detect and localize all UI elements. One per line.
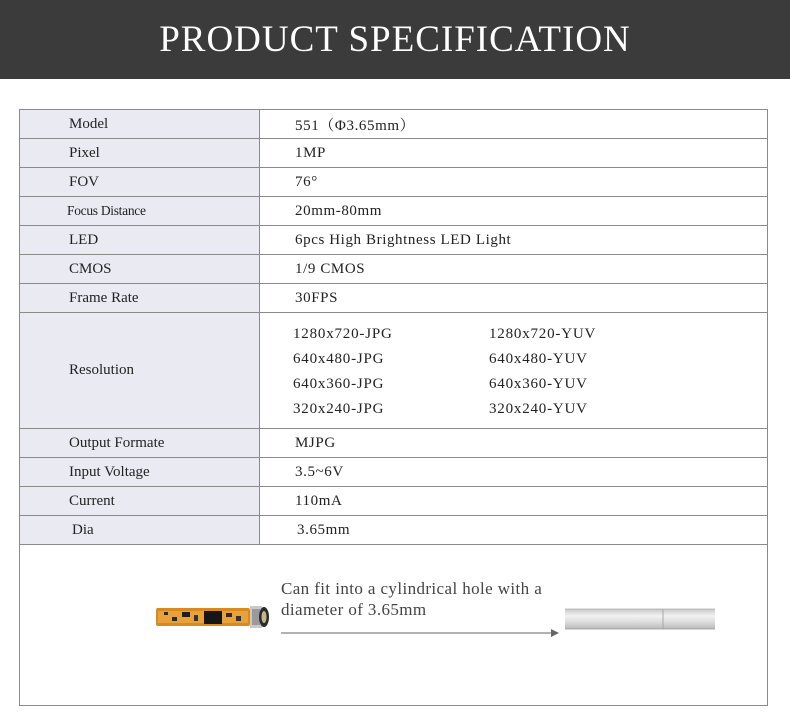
- spec-label: Model: [20, 110, 260, 139]
- spec-row-model: [20, 110, 768, 139]
- spec-value: 1/9 CMOS: [260, 255, 768, 284]
- header-banner: [0, 0, 790, 79]
- spec-label: Resolution: [20, 313, 260, 429]
- resolution-item: 640x360-JPG: [293, 375, 385, 392]
- resolution-item: 640x360-YUV: [489, 375, 588, 392]
- spec-row-output: [20, 429, 768, 458]
- resolution-item: 640x480-YUV: [489, 350, 588, 367]
- spec-label: Input Voltage: [20, 458, 260, 487]
- spec-row-voltage: [20, 458, 768, 487]
- resolution-item: 1280x720-JPG: [293, 325, 393, 342]
- fit-description-line: Can fit into a cylindrical hole with a: [281, 579, 543, 598]
- spec-label: CMOS: [20, 255, 260, 284]
- resolution-grid: [293, 324, 767, 418]
- spec-value: [260, 313, 768, 429]
- camera-module-image: [156, 603, 270, 631]
- fit-description: [281, 578, 542, 620]
- spec-label: Focus Distance: [20, 197, 260, 226]
- spec-label: LED: [20, 226, 260, 255]
- fit-description-line: diameter of 3.65mm: [281, 600, 427, 619]
- resolution-item: 640x480-JPG: [293, 350, 385, 367]
- spec-label: Frame Rate: [20, 284, 260, 313]
- spec-value: 1MP: [260, 139, 768, 168]
- resolution-item: 320x240-JPG: [293, 400, 385, 417]
- illustration-panel: [19, 545, 768, 706]
- spec-row-current: [20, 487, 768, 516]
- spec-value: 6pcs High Brightness LED Light: [260, 226, 768, 255]
- spec-label: Pixel: [20, 139, 260, 168]
- spec-row-pixel: [20, 139, 768, 168]
- spec-table: [19, 109, 768, 545]
- spec-value: 3.65mm: [260, 516, 768, 545]
- spec-value: 110mA: [260, 487, 768, 516]
- spec-value: 30FPS: [260, 284, 768, 313]
- spec-row-focus: [20, 197, 768, 226]
- spec-label: Output Formate: [20, 429, 260, 458]
- spec-value: 20mm-80mm: [260, 197, 768, 226]
- spec-value: 3.5~6V: [260, 458, 768, 487]
- spec-row-fov: [20, 168, 768, 197]
- spec-row-dia: [20, 516, 768, 545]
- spec-row-frame-rate: [20, 284, 768, 313]
- resolution-item: 1280x720-YUV: [489, 325, 597, 342]
- spec-value: 76°: [260, 168, 768, 197]
- arrow-right-icon: [281, 628, 559, 638]
- spec-label: Current: [20, 487, 260, 516]
- spec-row-resolution: [20, 313, 768, 429]
- spec-row-cmos: [20, 255, 768, 284]
- page-title: PRODUCT SPECIFICATION: [159, 19, 631, 60]
- spec-value: 551（Φ3.65mm）: [260, 110, 768, 139]
- spec-label: Dia: [20, 516, 260, 545]
- resolution-item: 320x240-YUV: [489, 400, 588, 417]
- spec-row-led: [20, 226, 768, 255]
- cylindrical-tube-image: [565, 608, 715, 630]
- spec-value: MJPG: [260, 429, 768, 458]
- spec-label: FOV: [20, 168, 260, 197]
